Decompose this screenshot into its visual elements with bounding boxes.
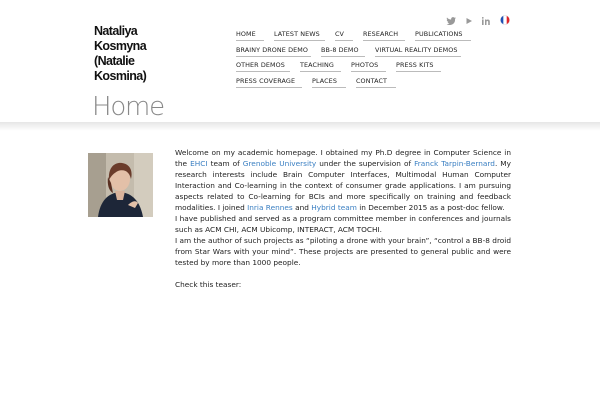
nav-item-brainy-drone-demo[interactable]: BRAINY DRONE DEMO	[236, 44, 311, 57]
nav-item-latest-news[interactable]: LATEST NEWS	[274, 28, 325, 41]
nav-item-teaching[interactable]: TEACHING	[300, 59, 341, 72]
page-title: Home	[92, 92, 164, 122]
nav-row-2	[236, 44, 481, 59]
inria-rennes-link[interactable]: Inria Rennes	[247, 203, 293, 212]
intro-text: team of	[207, 159, 243, 168]
main-navigation	[236, 28, 481, 90]
nav-item-home[interactable]: HOME	[236, 28, 264, 41]
projects-paragraph: I am the author of such projects as “piloting a drone with your brain”, “control a BB-8 droid from Star Wars with your mind”. These projects are presented to general public and were tested by more than 1000 people.	[175, 236, 511, 267]
profile-photo	[88, 153, 153, 217]
nav-row-4	[236, 75, 481, 90]
grenoble-university-link[interactable]: Grenoble University	[242, 159, 317, 168]
nav-row-1	[236, 28, 481, 43]
nav-item-publications[interactable]: PUBLICATIONS	[415, 28, 471, 41]
intro-text: under the supervision of	[316, 159, 415, 168]
ehci-link[interactable]: EHCI	[190, 159, 208, 168]
intro-paragraph	[175, 147, 511, 213]
youtube-icon[interactable]	[465, 10, 473, 29]
nav-item-research[interactable]: RESEARCH	[363, 28, 405, 41]
social-links	[446, 10, 510, 29]
french-flag-icon[interactable]	[500, 10, 510, 29]
nav-item-photos[interactable]: PHOTOS	[351, 59, 386, 72]
nav-row-3	[236, 59, 481, 74]
teaser-label: Check this teaser:	[175, 280, 242, 289]
nav-item-virtual-reality-demos[interactable]: VIRTUAL REALITY DEMOS	[375, 44, 461, 57]
publications-paragraph: I have published and served as a program committee member in conferences and journals such as ACM CHI, ACM Ubicomp, INTERACT, ACM TOCHI.	[175, 214, 511, 234]
intro-text: Welcome on my academic homepage. I obtained my Ph.D degree in Computer Science in the	[175, 148, 511, 168]
nav-item-contact[interactable]: CONTACT	[356, 75, 396, 88]
hybrid-team-link[interactable]: Hybrid team	[311, 203, 357, 212]
nav-item-bb8-demo[interactable]: BB-8 DEMO	[321, 44, 365, 57]
site-title[interactable]: Nataliya Kosmyna (Natalie Kosmina)	[94, 24, 147, 83]
linkedin-icon[interactable]	[482, 10, 491, 29]
twitter-icon[interactable]	[446, 10, 456, 29]
nav-item-places[interactable]: PLACES	[312, 75, 346, 88]
intro-text: in December 2015 as a post-doc fellow.	[356, 203, 505, 212]
franck-tarpin-bernard-link[interactable]: Franck Tarpin-Bernard	[414, 159, 495, 168]
nav-item-press-coverage[interactable]: PRESS COVERAGE	[236, 75, 302, 88]
header-divider	[0, 122, 600, 131]
nav-item-press-kits[interactable]: PRESS KITS	[396, 59, 441, 72]
intro-text: . My research interests include Brain Computer Interfaces, Multimodal Human Computer Interaction and Co-learning in the context of consumer grade applications. I am pursuing aspects related to Co-learning for BCIs and more specifically on training and feedback modalities. I joined	[175, 159, 511, 212]
intro-text: and	[292, 203, 312, 212]
main-content	[175, 147, 511, 290]
nav-item-other-demos[interactable]: OTHER DEMOS	[236, 59, 290, 72]
nav-item-cv[interactable]: CV	[335, 28, 353, 41]
